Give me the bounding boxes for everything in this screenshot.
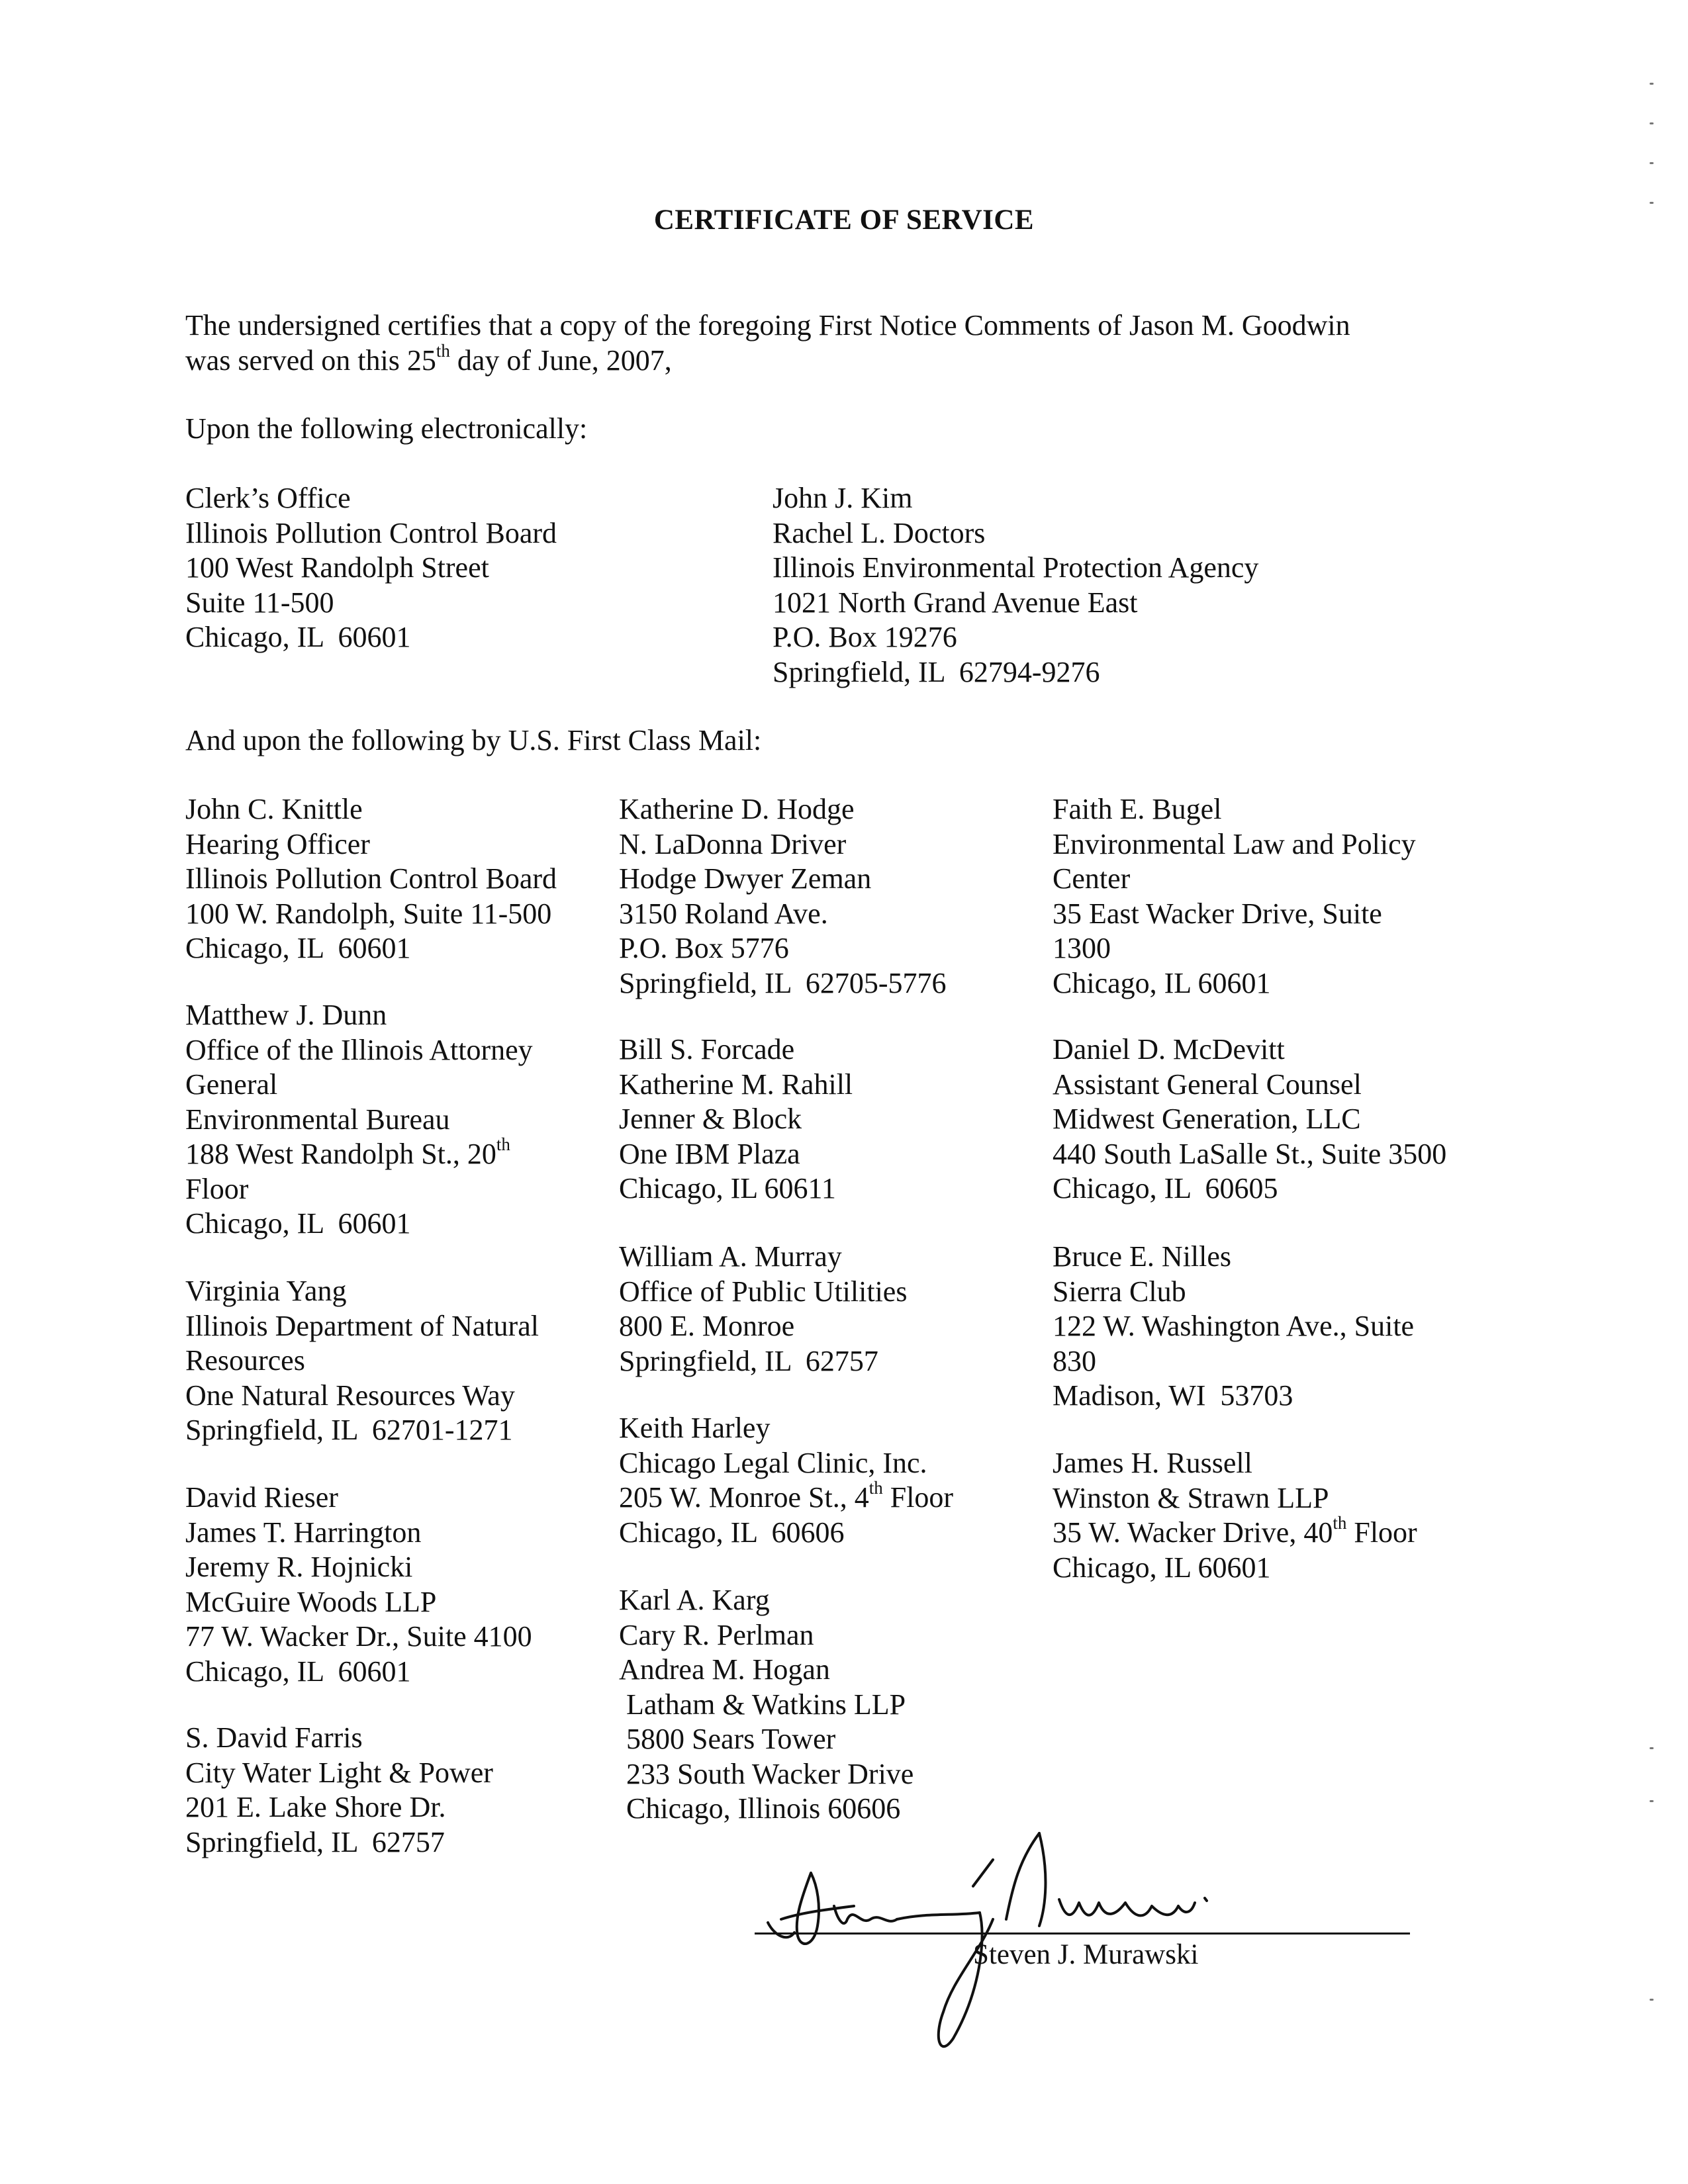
address-line: Springfield, IL 62794-9276 bbox=[773, 655, 1100, 688]
mail-heading: And upon the following by U.S. First Class Mail: bbox=[185, 724, 762, 756]
address-line: Bruce E. Nilles bbox=[1053, 1240, 1232, 1273]
address-line: N. LaDonna Driver bbox=[619, 827, 847, 860]
mail-recipient-rieser bbox=[185, 1480, 532, 1689]
intro-line-2: was served on this 25th day of June, 2007, bbox=[185, 340, 672, 377]
address-line: Karl A. Karg bbox=[619, 1584, 770, 1616]
address-line: One Natural Resources Way bbox=[185, 1379, 515, 1412]
mail-recipient-hodge bbox=[619, 792, 947, 1001]
address-line: Resources bbox=[185, 1344, 305, 1377]
address-line: Center bbox=[1053, 862, 1131, 895]
address-line: Springfield, IL 62757 bbox=[185, 1825, 445, 1858]
address-line: McGuire Woods LLP bbox=[185, 1585, 437, 1618]
address-line: Clerk’s Office bbox=[185, 482, 351, 514]
address-line: John J. Kim bbox=[773, 482, 913, 514]
scan-speck bbox=[1650, 122, 1654, 124]
mail-recipient-dunn bbox=[185, 998, 533, 1242]
address-line: James H. Russell bbox=[1053, 1447, 1252, 1479]
address-line: Jenner & Block bbox=[619, 1103, 802, 1135]
address-line: Faith E. Bugel bbox=[1053, 793, 1222, 825]
mail-recipient-forcade bbox=[619, 1032, 853, 1206]
address-line: 3150 Roland Ave. bbox=[619, 897, 828, 930]
electronic-recipient-1 bbox=[185, 481, 557, 655]
address-line: Springfield, IL 62705-5776 bbox=[619, 966, 947, 999]
mail-recipient-bugel bbox=[1053, 792, 1416, 1001]
address-line: 188 West Randolph St., 20th bbox=[185, 1134, 510, 1170]
address-line: 233 South Wacker Drive bbox=[619, 1757, 914, 1790]
scan-speck bbox=[1650, 202, 1654, 204]
address-line: Keith Harley bbox=[619, 1412, 771, 1444]
address-line: Matthew J. Dunn bbox=[185, 999, 387, 1031]
address-line: Chicago, IL 60601 bbox=[1053, 966, 1271, 999]
address-line: Chicago, IL 60611 bbox=[619, 1172, 836, 1205]
address-line: 77 W. Wacker Dr., Suite 4100 bbox=[185, 1620, 532, 1653]
address-line: Andrea M. Hogan bbox=[619, 1653, 830, 1686]
mail-recipient-nilles bbox=[1053, 1240, 1414, 1414]
address-line: 100 West Randolph Street bbox=[185, 551, 489, 584]
electronic-heading: Upon the following electronically: bbox=[185, 412, 588, 445]
address-line: Office of the Illinois Attorney bbox=[185, 1033, 533, 1066]
mail-recipient-russell bbox=[1053, 1446, 1417, 1585]
address-line: 100 W. Randolph, Suite 11-500 bbox=[185, 897, 552, 930]
address-line: Chicago Legal Clinic, Inc. bbox=[619, 1446, 927, 1479]
mail-recipient-murray bbox=[619, 1240, 907, 1379]
address-line: William A. Murray bbox=[619, 1240, 842, 1273]
address-line: Illinois Pollution Control Board bbox=[185, 862, 557, 895]
address-line: Jeremy R. Hojnicki bbox=[185, 1551, 413, 1583]
address-line: 35 W. Wacker Drive, 40th Floor bbox=[1053, 1513, 1417, 1549]
address-line: Chicago, Illinois 60606 bbox=[619, 1792, 901, 1825]
address-line: 122 W. Washington Ave., Suite bbox=[1053, 1310, 1415, 1342]
address-line: 830 bbox=[1053, 1344, 1096, 1377]
address-line: John C. Knittle bbox=[185, 793, 363, 825]
address-line: S. David Farris bbox=[185, 1721, 363, 1754]
address-line: One IBM Plaza bbox=[619, 1137, 800, 1170]
page-title: CERTIFICATE OF SERVICE bbox=[653, 205, 1035, 236]
address-line: 5800 Sears Tower bbox=[619, 1723, 836, 1755]
electronic-recipient-2 bbox=[773, 481, 1258, 690]
address-line: Assistant General Counsel bbox=[1053, 1068, 1362, 1101]
address-line: City Water Light & Power bbox=[185, 1756, 493, 1789]
address-line: 205 W. Monroe St., 4th Floor bbox=[619, 1478, 954, 1514]
address-line: Sierra Club bbox=[1053, 1275, 1186, 1308]
address-line: Chicago, IL 60606 bbox=[619, 1516, 845, 1549]
scan-speck bbox=[1650, 162, 1654, 164]
address-line: Madison, WI 53703 bbox=[1053, 1379, 1293, 1412]
scan-speck bbox=[1650, 83, 1654, 85]
address-line: Daniel D. McDevitt bbox=[1053, 1033, 1285, 1066]
intro-paragraph bbox=[185, 308, 1509, 378]
address-line: Rachel L. Doctors bbox=[773, 516, 986, 549]
address-line: 800 E. Monroe bbox=[619, 1310, 795, 1342]
address-line: Hodge Dwyer Zeman bbox=[619, 862, 872, 895]
address-line: Chicago, IL 60601 bbox=[185, 1655, 411, 1688]
address-line: Chicago, IL 60601 bbox=[185, 1207, 411, 1240]
address-line: Chicago, IL 60605 bbox=[1053, 1172, 1278, 1205]
mail-recipient-mcdevitt bbox=[1053, 1032, 1446, 1206]
address-line: David Rieser bbox=[185, 1481, 338, 1514]
address-line: Chicago, IL 60601 bbox=[1053, 1551, 1271, 1584]
scan-speck bbox=[1650, 1800, 1654, 1802]
mail-recipient-harley bbox=[619, 1411, 953, 1550]
address-line: Cary R. Perlman bbox=[619, 1618, 814, 1651]
address-line: General bbox=[185, 1068, 278, 1101]
scan-speck bbox=[1650, 1747, 1654, 1749]
address-line: James T. Harrington bbox=[185, 1516, 422, 1549]
signature-block bbox=[755, 1820, 1443, 2085]
mail-recipient-karg bbox=[619, 1583, 914, 1827]
address-line: Hearing Officer bbox=[185, 827, 370, 860]
signer-name: Steven J. Murawski bbox=[973, 1939, 1199, 1970]
address-line: 1021 North Grand Avenue East bbox=[773, 586, 1138, 619]
address-line: Environmental Bureau bbox=[185, 1103, 450, 1136]
mail-recipient-farris bbox=[185, 1721, 493, 1860]
address-line: Winston & Strawn LLP bbox=[1053, 1481, 1329, 1514]
address-line: Office of Public Utilities bbox=[619, 1275, 908, 1308]
address-line: P.O. Box 5776 bbox=[619, 932, 789, 964]
address-line: 440 South LaSalle St., Suite 3500 bbox=[1053, 1137, 1447, 1170]
address-line: Chicago, IL 60601 bbox=[185, 932, 411, 964]
address-line: Environmental Law and Policy bbox=[1053, 827, 1416, 860]
address-line: P.O. Box 19276 bbox=[773, 621, 957, 653]
address-line: Bill S. Forcade bbox=[619, 1033, 795, 1066]
address-line: Midwest Generation, LLC bbox=[1053, 1103, 1361, 1135]
address-line: Chicago, IL 60601 bbox=[185, 621, 411, 653]
mail-recipient-yang bbox=[185, 1274, 539, 1448]
address-line: Katherine D. Hodge bbox=[619, 793, 855, 825]
address-line: Virginia Yang bbox=[185, 1275, 347, 1307]
address-line: Katherine M. Rahill bbox=[619, 1068, 853, 1101]
address-line: Latham & Watkins LLP bbox=[619, 1688, 906, 1721]
address-line: Illinois Environmental Protection Agency bbox=[773, 551, 1259, 584]
intro-line-1: The undersigned certifies that a copy of the foregoing First Notice Comments of Jason M. Goodwin bbox=[185, 309, 1350, 341]
address-line: Illinois Pollution Control Board bbox=[185, 516, 557, 549]
address-line: Floor bbox=[185, 1172, 249, 1205]
mail-recipient-knittle bbox=[185, 792, 557, 966]
address-line: 1300 bbox=[1053, 932, 1111, 964]
scan-speck bbox=[1650, 1999, 1654, 2001]
address-line: Suite 11-500 bbox=[185, 586, 334, 619]
address-line: 35 East Wacker Drive, Suite bbox=[1053, 897, 1382, 930]
address-line: Springfield, IL 62757 bbox=[619, 1344, 878, 1377]
address-line: Illinois Department of Natural bbox=[185, 1309, 539, 1342]
address-line: Springfield, IL 62701-1271 bbox=[185, 1414, 513, 1446]
address-line: 201 E. Lake Shore Dr. bbox=[185, 1791, 446, 1823]
signature-line bbox=[755, 1933, 1410, 1934]
